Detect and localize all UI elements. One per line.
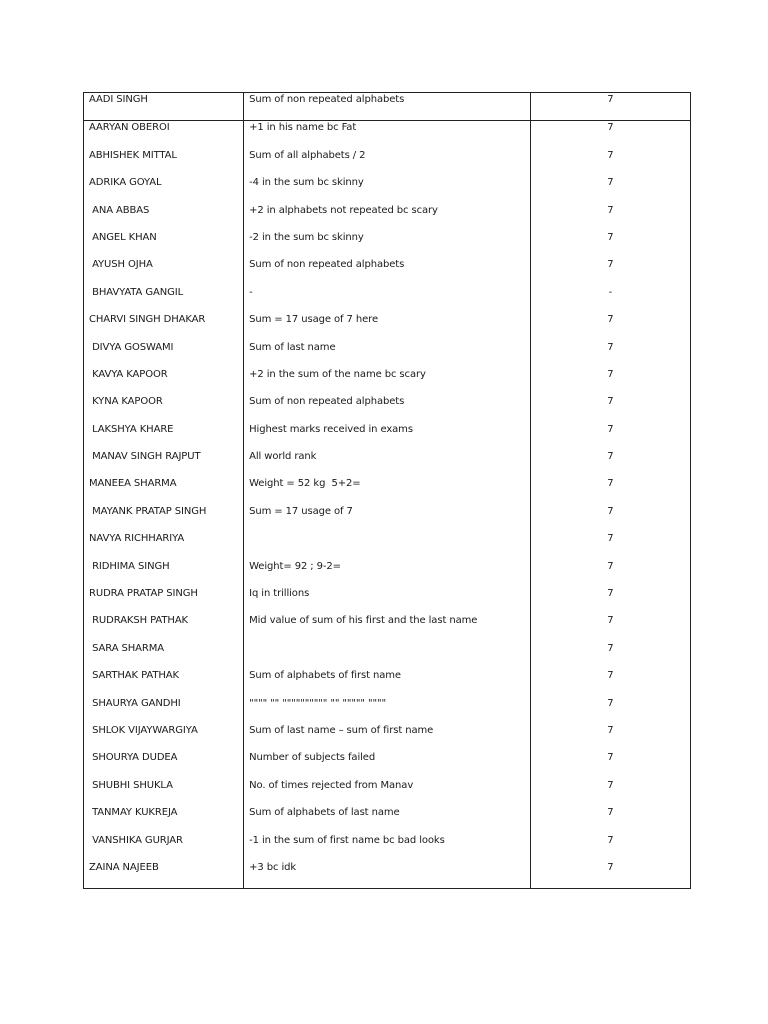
value-cell: 7 bbox=[607, 834, 614, 846]
name-cell: ABHISHEK MITTAL bbox=[84, 149, 244, 176]
value-cell: 7 bbox=[607, 368, 614, 380]
table-row bbox=[84, 806, 690, 833]
name-cell: LAKSHYA KHARE bbox=[84, 423, 244, 450]
value-cell: 7 bbox=[607, 451, 614, 463]
table-row bbox=[84, 231, 690, 258]
table-row bbox=[84, 395, 690, 422]
value-cell: 7 bbox=[607, 231, 614, 243]
rule-cell: """" "" """""""""" "" """"" """" bbox=[244, 697, 531, 724]
table-row bbox=[84, 779, 690, 806]
value-cell: 7 bbox=[607, 149, 614, 161]
table-row bbox=[84, 423, 690, 450]
value-cell: 7 bbox=[607, 478, 614, 490]
value-cell: 7 bbox=[607, 423, 614, 435]
table-row bbox=[84, 450, 690, 477]
name-cell: SARTHAK PATHAK bbox=[84, 669, 244, 696]
name-cell: ADRIKA GOYAL bbox=[84, 176, 244, 203]
name-cell: RUDRAKSH PATHAK bbox=[84, 614, 244, 641]
table-row bbox=[84, 532, 690, 559]
name-cell: RUDRA PRATAP SINGH bbox=[84, 587, 244, 614]
name-cell: ZAINA NAJEEB bbox=[84, 861, 244, 888]
value-cell: 7 bbox=[607, 615, 614, 627]
table-row bbox=[84, 258, 690, 285]
table-row bbox=[84, 587, 690, 614]
rule-cell: Sum of alphabets of last name bbox=[244, 806, 531, 833]
value-cell: 7 bbox=[607, 533, 614, 545]
name-cell: AADI SINGH bbox=[84, 93, 244, 121]
name-cell: AARYAN OBEROI bbox=[84, 121, 244, 149]
name-cell: DIVYA GOSWAMI bbox=[84, 341, 244, 368]
value-cell: 7 bbox=[607, 861, 614, 873]
rule-cell: -4 in the sum bc skinny bbox=[244, 176, 531, 203]
value-cell: - bbox=[608, 286, 613, 298]
table-row bbox=[84, 176, 690, 203]
rule-cell bbox=[244, 532, 531, 559]
name-cell: ANGEL KHAN bbox=[84, 231, 244, 258]
rule-cell: +3 bc idk bbox=[244, 861, 531, 888]
rule-cell: -1 in the sum of first name bc bad looks bbox=[244, 834, 531, 861]
value-cell: 7 bbox=[607, 588, 614, 600]
table-row bbox=[84, 697, 690, 724]
value-cell: 7 bbox=[607, 122, 614, 134]
table-row bbox=[84, 861, 690, 888]
rule-cell: +1 in his name bc Fat bbox=[244, 121, 531, 149]
value-cell: 7 bbox=[607, 204, 614, 216]
table-row bbox=[84, 614, 690, 641]
table-row bbox=[84, 477, 690, 504]
name-cell: SHOURYA DUDEA bbox=[84, 751, 244, 778]
rule-cell: Sum of last name – sum of first name bbox=[244, 724, 531, 751]
name-cell: SARA SHARMA bbox=[84, 642, 244, 669]
rule-cell: Sum of all alphabets / 2 bbox=[244, 149, 531, 176]
table-row bbox=[84, 505, 690, 532]
rule-cell: Sum = 17 usage of 7 here bbox=[244, 313, 531, 340]
rule-cell bbox=[244, 642, 531, 669]
name-cell: AYUSH OJHA bbox=[84, 258, 244, 285]
name-cell: ANA ABBAS bbox=[84, 204, 244, 231]
rule-cell: Iq in trillions bbox=[244, 587, 531, 614]
table-row bbox=[84, 560, 690, 587]
rule-cell: Weight = 52 kg 5+2= bbox=[244, 477, 531, 504]
name-cell: MANAV SINGH RAJPUT bbox=[84, 450, 244, 477]
value-cell: 7 bbox=[530, 93, 690, 121]
table-row bbox=[84, 751, 690, 778]
value-cell: 7 bbox=[607, 314, 614, 326]
value-cell: 7 bbox=[607, 560, 614, 572]
rule-cell: Sum = 17 usage of 7 bbox=[244, 505, 531, 532]
table-row bbox=[84, 368, 690, 395]
table-row bbox=[84, 149, 690, 176]
value-cell: 7 bbox=[607, 642, 614, 654]
name-cell: SHUBHI SHUKLA bbox=[84, 779, 244, 806]
value-cell: 7 bbox=[607, 724, 614, 736]
table-body bbox=[84, 93, 690, 888]
table-row bbox=[84, 341, 690, 368]
value-cell: 7 bbox=[607, 807, 614, 819]
rule-cell: Sum of last name bbox=[244, 341, 531, 368]
name-cell: SHAURYA GANDHI bbox=[84, 697, 244, 724]
table-row bbox=[84, 834, 690, 861]
rule-cell: Weight= 92 ; 9-2= bbox=[244, 560, 531, 587]
table-row bbox=[84, 93, 690, 121]
names-table bbox=[84, 93, 690, 888]
name-cell: NAVYA RICHHARIYA bbox=[84, 532, 244, 559]
rule-cell: Highest marks received in exams bbox=[244, 423, 531, 450]
table-row bbox=[84, 669, 690, 696]
rule-cell: +2 in the sum of the name bc scary bbox=[244, 368, 531, 395]
name-cell: RIDHIMA SINGH bbox=[84, 560, 244, 587]
value-cell: 7 bbox=[607, 752, 614, 764]
name-cell: BHAVYATA GANGIL bbox=[84, 286, 244, 313]
value-cell: 7 bbox=[607, 505, 614, 517]
rule-cell: Number of subjects failed bbox=[244, 751, 531, 778]
rule-cell: Sum of alphabets of first name bbox=[244, 669, 531, 696]
value-cell: 7 bbox=[607, 341, 614, 353]
rule-cell: Mid value of sum of his first and the last name bbox=[244, 614, 531, 641]
name-cell: SHLOK VIJAYWARGIYA bbox=[84, 724, 244, 751]
table-row bbox=[84, 313, 690, 340]
name-cell: KAVYA KAPOOR bbox=[84, 368, 244, 395]
name-cell: VANSHIKA GURJAR bbox=[84, 834, 244, 861]
rule-cell: Sum of non repeated alphabets bbox=[244, 395, 531, 422]
value-cell: 7 bbox=[607, 670, 614, 682]
rule-cell: +2 in alphabets not repeated bc scary bbox=[244, 204, 531, 231]
name-cell: TANMAY KUKREJA bbox=[84, 806, 244, 833]
value-cell: 7 bbox=[607, 177, 614, 189]
value-cell: 7 bbox=[607, 259, 614, 271]
value-cell: 7 bbox=[607, 697, 614, 709]
value-cell: 7 bbox=[607, 396, 614, 408]
rule-cell: -2 in the sum bc skinny bbox=[244, 231, 531, 258]
name-cell: MANEEA SHARMA bbox=[84, 477, 244, 504]
table-row bbox=[84, 121, 690, 149]
rule-cell: - bbox=[244, 286, 531, 313]
value-cell: 7 bbox=[607, 779, 614, 791]
rule-cell: Sum of non repeated alphabets bbox=[244, 93, 531, 121]
name-cell: MAYANK PRATAP SINGH bbox=[84, 505, 244, 532]
table-row bbox=[84, 204, 690, 231]
rule-cell: No. of times rejected from Manav bbox=[244, 779, 531, 806]
rule-cell: Sum of non repeated alphabets bbox=[244, 258, 531, 285]
table-row bbox=[84, 286, 690, 313]
name-cell: KYNA KAPOOR bbox=[84, 395, 244, 422]
name-cell: CHARVI SINGH DHAKAR bbox=[84, 313, 244, 340]
table-row bbox=[84, 724, 690, 751]
table-row bbox=[84, 642, 690, 669]
rule-cell: All world rank bbox=[244, 450, 531, 477]
